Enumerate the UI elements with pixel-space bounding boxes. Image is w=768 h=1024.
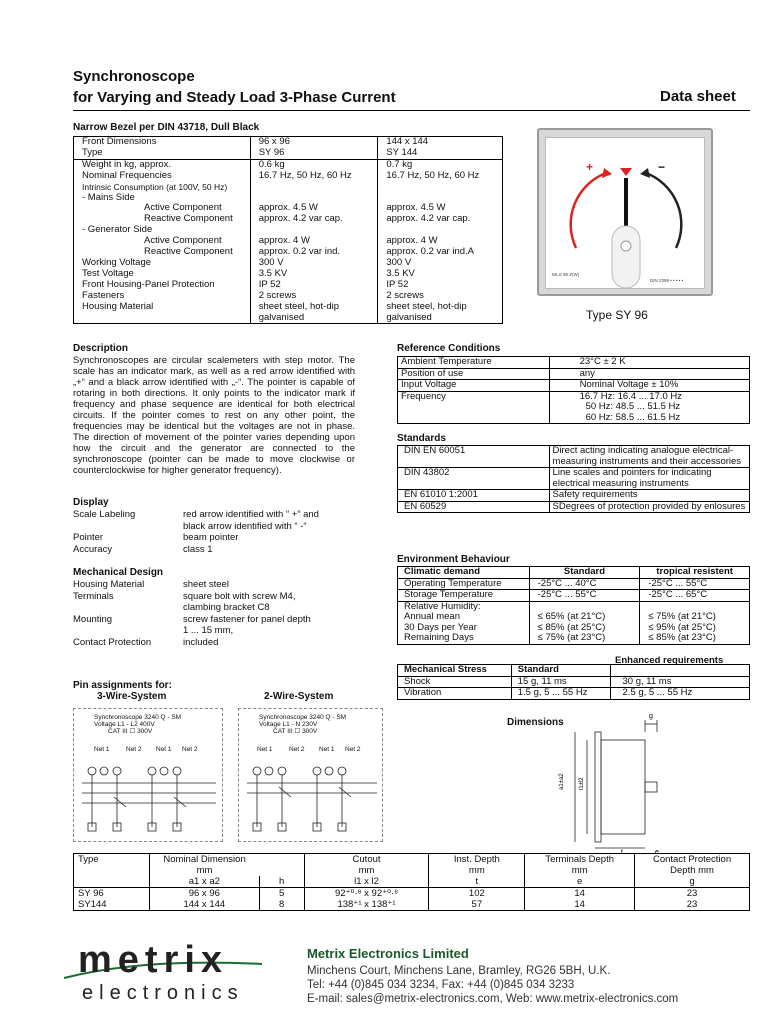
spec-table-wrap	[73, 136, 503, 324]
environment-header-row	[398, 567, 750, 579]
kv-row	[73, 579, 355, 591]
dim-e-label: e	[655, 849, 659, 855]
spec-cell: sheet steel, hot-dip	[250, 302, 378, 313]
kv-key: Housing Material	[73, 579, 145, 590]
header-rule	[73, 110, 750, 111]
reference-cell: Position of use	[398, 368, 550, 380]
mech-cell: 1.5 g, 5 ... 55 Hz	[511, 688, 610, 700]
bottom-header-cell: Contact Protection	[635, 854, 750, 866]
kv-row	[73, 625, 355, 637]
standards-row-cell: DIN EN 60051	[398, 446, 550, 468]
kv-key: Contact Protection	[73, 636, 152, 648]
spec-table	[73, 136, 503, 324]
environment-row	[398, 578, 750, 590]
d2-line2: Voltage L1 - N 230V	[259, 721, 318, 728]
bottom-header-cell: Inst. Depth	[429, 854, 525, 866]
bottom-cell: 23	[635, 899, 750, 911]
environment-cell: ≤ 85% (at 23°C)	[640, 633, 750, 644]
d2-schematic	[239, 709, 384, 843]
company-phone: Tel: +44 (0)845 034 3234, Fax: +44 (0)845 034 3233	[307, 979, 575, 991]
environment-row	[398, 612, 750, 623]
spec-cell: sheet steel, hot-dip	[386, 300, 467, 312]
spec-row	[74, 258, 503, 269]
mech-stress-table-wrap	[397, 664, 750, 700]
mech-cell: 2.5 g, 5 ... 55 Hz	[610, 688, 749, 700]
metrix-logo	[62, 938, 302, 1008]
reference-heading: Reference Conditions	[397, 343, 501, 354]
d2-line1: Synchronoscope 3240 Q - SM	[259, 714, 347, 721]
spec-cell: Front Housing-Panel Protection	[74, 280, 251, 291]
company-address: Minchens Court, Minchens Lane, Bramley, RG26 5BH, U.K.	[307, 965, 611, 977]
environment-heading: Environment Behaviour	[397, 554, 510, 565]
kv-value: black arrow identified with “ -“	[183, 520, 307, 532]
d1-schematic	[74, 709, 224, 843]
spec-cell: Reactive Component	[74, 247, 251, 258]
bottom-cell: SY 96	[78, 888, 104, 899]
kv-key: Accuracy	[73, 543, 113, 555]
environment-cell: Storage Temperature	[398, 590, 530, 602]
bottom-header-cell: e	[525, 876, 635, 888]
bottom-header-cell: l1 x l2	[304, 876, 429, 888]
bottom-header-cell: mm	[525, 865, 635, 876]
bottom-header-cell: Type	[78, 854, 99, 865]
d1-line2: Voltage L1 - L2 400V	[94, 721, 155, 728]
standards-heading: Standards	[397, 433, 446, 444]
kv-value: 1 ... 15 mm,	[183, 625, 234, 636]
spec-cell: IP 52	[386, 278, 409, 290]
d2-net4: Net 2	[345, 746, 361, 753]
spec-cell: Active Component	[74, 236, 251, 247]
reference-row	[398, 413, 750, 424]
kv-row	[73, 521, 355, 533]
spec-subtitle: Narrow Bezel per DIN 43718, Dull Black	[73, 122, 260, 133]
kv-value: clambing bracket C8	[183, 602, 270, 613]
kv-row	[73, 614, 355, 626]
reference-row	[398, 402, 750, 413]
kv-value: red arrow identified with “ +“ and	[183, 509, 319, 520]
bottom-header-cell	[74, 865, 150, 876]
dim-a1-label: a1±a2	[559, 773, 565, 790]
environment-cell: Annual mean	[398, 612, 530, 623]
reference-cell: Ambient Temperature	[398, 357, 550, 369]
standards-table-wrap	[397, 445, 750, 513]
spec-head-cell: SY 96	[250, 148, 378, 159]
scale-label-right: DIN 2399 • • • • •	[650, 278, 684, 283]
spec-head-cell: 96 x 96	[250, 137, 378, 148]
pins-two-wire-label: 2-Wire-System	[264, 691, 334, 702]
reference-cell: 23°C ± 2 K	[549, 357, 749, 369]
kv-row	[73, 602, 355, 614]
spec-cell: 0.6 kg	[250, 159, 378, 170]
spec-cell: 300 V	[386, 256, 412, 268]
spec-cell: Reactive Component	[74, 214, 251, 225]
bottom-cell: 57	[429, 899, 525, 911]
spec-row	[74, 302, 503, 313]
spec-cell: Test Voltage	[74, 269, 251, 280]
bottom-header-cell: t	[429, 876, 525, 888]
bottom-header-cell: mm	[149, 865, 259, 876]
spec-cell: IP 52	[250, 280, 378, 291]
spec-cell: 0.7 kg	[386, 158, 413, 170]
reference-row	[398, 357, 750, 369]
environment-cell: Remaining Days	[398, 633, 530, 644]
wiring-diagram-2-wire	[238, 708, 383, 842]
environment-cell: -25°C ... 55°C	[640, 578, 750, 590]
spec-cell: approx. 4 W	[386, 235, 438, 247]
reference-row	[398, 380, 750, 392]
spec-row	[74, 182, 503, 193]
spec-row	[74, 171, 503, 182]
environment-table	[397, 566, 750, 645]
display-heading: Display	[73, 497, 109, 508]
reference-cell: 60 Hz: 58.5 ... 61.5 Hz	[549, 413, 749, 424]
standards-row-cell: EN 61010 1:2001	[398, 490, 550, 502]
bottom-header-cell: Terminals Depth	[525, 854, 635, 866]
standards-row	[398, 501, 750, 513]
mech-row	[398, 688, 750, 700]
bottom-header-cell	[74, 876, 150, 888]
standards-row-cell: EN 60529	[398, 501, 550, 513]
dim-t-label: t	[621, 849, 623, 855]
environment-cell: Relative Humidity:	[398, 601, 530, 612]
standards-row	[398, 468, 750, 490]
bottom-header-row	[74, 854, 750, 866]
bottom-cell: 23	[635, 888, 750, 900]
standards-row-cell: DIN 43802	[398, 468, 550, 490]
standards-row	[398, 490, 750, 502]
mechanical-heading: Mechanical Design	[73, 567, 164, 578]
company-contact: E-mail: sales@metrix-electronics.com, Web: www.metrix-electronics.com	[307, 993, 679, 1005]
bottom-header-cell: mm	[304, 865, 429, 876]
meter-face	[545, 137, 705, 289]
environment-cell: ≤ 95% (at 25°C)	[640, 623, 750, 634]
kv-key: Mounting	[73, 613, 113, 625]
d2-line3: CAT III ☐ 300V	[273, 728, 318, 735]
dimensions-heading: Dimensions	[507, 717, 564, 728]
kv-value: square bolt with screw M4,	[183, 590, 296, 602]
spec-cell: approx. 4.5 W	[250, 203, 378, 214]
d1-line3: CAT III ☐ 300V	[108, 728, 153, 735]
bottom-header-cell	[259, 865, 304, 876]
dim-l1-label: l1±l2	[579, 777, 585, 790]
title-line-1: Synchronoscope	[73, 68, 195, 85]
pins-three-wire-label: 3-Wire-System	[97, 691, 167, 702]
spec-cell	[250, 182, 378, 193]
bottom-header-cell: g	[635, 876, 750, 888]
standards-row-cell: SDegrees of protection provided by enlosures	[549, 501, 749, 513]
spec-cell: 3.5 KV	[386, 267, 415, 279]
spec-cell: 16.7 Hz, 50 Hz, 60 Hz	[250, 171, 378, 182]
spec-head-cell: Type	[74, 148, 251, 159]
logo-electronics: electronics	[82, 982, 244, 1004]
environment-row	[398, 590, 750, 602]
spec-cell: 2 screws	[250, 291, 378, 302]
spec-cell: galvanised	[386, 311, 432, 323]
wiring-diagram-3-wire	[73, 708, 223, 842]
company-name: Metrix Electronics Limited	[307, 946, 469, 961]
bottom-cell: 144 x 144	[149, 899, 259, 911]
spec-head-cell: SY 144	[378, 148, 503, 159]
pins-heading: Pin assignments for:	[73, 680, 172, 691]
bottom-cell: 138⁺¹ x 138⁺¹	[304, 899, 429, 911]
dimension-table	[73, 853, 750, 911]
spec-cell: galvanised	[250, 313, 378, 324]
dim-g-label: g	[649, 713, 653, 720]
spec-cell: 2 screws	[386, 289, 424, 301]
kv-key: Scale Labeling	[73, 509, 136, 520]
spec-cell: approx. 0.2 var ind.	[250, 247, 378, 258]
reference-cell: 16.7 Hz: 16.4 ... 17.0 Hz	[549, 391, 749, 402]
environment-cell: 30 Days per Year	[398, 623, 530, 634]
dimensions-drawing	[555, 710, 735, 855]
spec-head-cell: Front Dimensions	[74, 137, 251, 148]
environment-cell: -25°C ... 40°C	[529, 578, 640, 590]
product-photo	[537, 128, 713, 300]
spec-head-row	[74, 148, 503, 159]
bottom-cell: 14	[525, 888, 635, 900]
reference-row	[398, 391, 750, 402]
kv-value: sheet steel	[183, 579, 229, 590]
kv-row	[73, 544, 355, 556]
spec-row	[74, 159, 503, 170]
d1-net4: Net 2	[182, 746, 198, 753]
mech-cell: 15 g, 11 ms	[511, 676, 610, 688]
spec-cell: 3.5 KV	[250, 269, 378, 280]
d1-line1: Synchronoscope 3240 Q - SM	[94, 714, 182, 721]
enhanced-requirements-label: Enhanced requirements	[615, 655, 724, 666]
spec-cell	[378, 182, 503, 193]
bottom-cell: 5	[259, 888, 304, 900]
bottom-cell: 8	[259, 899, 304, 911]
standards-row-cell: Direct acting indicating analogue electrical-measuring instruments and their accessories	[549, 446, 749, 468]
reference-cell	[398, 413, 550, 424]
mech-header-row	[398, 665, 750, 677]
environment-row	[398, 633, 750, 644]
d2-net3: Net 1	[319, 746, 335, 753]
standards-row-cell: Line scales and pointers for indicating electrical measuring instruments	[549, 468, 749, 490]
reference-table-wrap	[397, 356, 750, 424]
environment-cell: ≤ 85% (at 25°C)	[529, 623, 640, 634]
bottom-header-cell: h	[259, 876, 304, 888]
photo-caption: Type SY 96	[586, 308, 648, 322]
mech-cell: Shock	[398, 676, 512, 688]
standards-row	[398, 446, 750, 468]
spec-cell: - Generator Side	[74, 225, 251, 236]
kv-value: screw fastener for panel depth	[183, 613, 311, 625]
kv-value: beam pointer	[183, 532, 239, 543]
bottom-header-row	[74, 876, 750, 888]
bottom-header-cell: Nominal Dimension	[149, 854, 259, 866]
spec-cell: approx. 0.2 var ind.A	[386, 246, 475, 258]
kv-row	[73, 509, 355, 521]
plus-mark: +	[586, 160, 594, 174]
description-heading: Description	[73, 343, 129, 354]
kv-key: Pointer	[73, 532, 104, 543]
environment-header-cell: Climatic demand	[398, 567, 530, 579]
spec-cell: - Mains Side	[74, 193, 251, 204]
spec-cell	[74, 313, 251, 324]
d2-net1: Net 1	[257, 746, 273, 753]
spec-row	[74, 291, 503, 302]
environment-cell: ≤ 75% (at 21°C)	[640, 612, 750, 623]
reference-table	[397, 356, 750, 424]
bottom-cell: 102	[429, 888, 525, 900]
bottom-cell: 96 x 96	[149, 888, 259, 900]
mechanical-list	[73, 579, 355, 648]
description-text: Synchronoscopes are circular scalemeters with step motor. The scale has an indicator mark, as well as a red arrow identified with „+“ and a black arrow identified with „-“. The pointer is capable of rotaring in both directions. It only points to the indicator mark if frequency and phase sequence are identical for both electrical circuits. If the pointer comes to rest on any other point, the frequencies may be identical but the voltages are not in phase. The direction of movement of the pointer varies depending upon how the circuit and the generator are connected to the synchronoscope (pointer can be made to move clockwise or counterclockwise for higher generator frequency).	[73, 355, 355, 476]
spec-cell: approx. 4.5 W	[386, 202, 446, 214]
standards-table	[397, 445, 750, 513]
d1-net1: Net 1	[94, 746, 110, 753]
bottom-table-wrap	[73, 853, 750, 911]
logo-metrix: metrix	[78, 939, 229, 981]
display-list	[73, 509, 355, 555]
spec-cell: Working Voltage	[74, 258, 251, 269]
minus-mark: −	[658, 160, 666, 174]
mech-header-cell	[610, 665, 749, 677]
doc-type-label: Data sheet	[660, 88, 736, 105]
environment-cell: -25°C ... 65°C	[640, 590, 750, 602]
bottom-row	[74, 899, 750, 911]
d1-net3: Net 1	[156, 746, 172, 753]
environment-table-wrap	[397, 566, 750, 645]
spec-cell: 16.7 Hz, 50 Hz, 60 Hz	[386, 169, 480, 181]
kv-key: Terminals	[73, 590, 114, 602]
spec-cell: approx. 4.2 var cap.	[250, 214, 378, 225]
spec-cell: approx. 4.2 var cap.	[386, 213, 471, 225]
kv-value: class 1	[183, 543, 213, 555]
mechanical-stress-table	[397, 664, 750, 700]
environment-cell: Operating Temperature	[398, 578, 530, 590]
d2-net2: Net 2	[289, 746, 305, 753]
kv-row	[73, 532, 355, 544]
reference-cell: Input Voltage	[398, 380, 550, 392]
mech-cell: Vibration	[398, 688, 512, 700]
kv-row	[73, 637, 355, 649]
bottom-header-cell: Depth mm	[635, 865, 750, 876]
spec-cell: Fasteners	[74, 291, 251, 302]
spec-cell: approx. 4 W	[250, 236, 378, 247]
reference-row	[398, 368, 750, 380]
kv-row	[73, 591, 355, 603]
meter-dial	[546, 138, 706, 290]
spec-head-row	[74, 137, 503, 148]
environment-cell: ≤ 75% (at 23°C)	[529, 633, 640, 644]
mech-row	[398, 676, 750, 688]
standards-row-cell: Safety requirements	[549, 490, 749, 502]
mech-header-cell: Standard	[511, 665, 610, 677]
bottom-cell: SY144	[78, 899, 107, 910]
bottom-header-cell: Cutout	[304, 854, 429, 866]
kv-value: included	[183, 636, 219, 648]
reference-cell: any	[549, 368, 749, 380]
bottom-row	[74, 888, 750, 900]
spec-cell: Nominal Frequencies	[74, 171, 251, 182]
environment-header-cell: Standard	[529, 567, 640, 579]
d1-net2: Net 2	[126, 746, 142, 753]
environment-header-cell: tropical resistent	[640, 567, 750, 579]
mech-header-cell: Mechanical Stress	[398, 665, 512, 677]
spec-cell: Intrinsic Consumption (at 100V, 50 Hz)	[74, 182, 251, 193]
reference-cell	[398, 402, 550, 413]
bottom-header-cell: mm	[429, 865, 525, 876]
reference-cell: 50 Hz: 48.5 ... 51.5 Hz	[549, 402, 749, 413]
spec-cell: Housing Material	[74, 302, 251, 313]
spec-cell: Active Component	[74, 203, 251, 214]
title-line-2: for Varying and Steady Load 3-Phase Current	[73, 89, 396, 106]
environment-cell: ≤ 65% (at 21°C)	[529, 612, 640, 623]
description-text-block	[73, 355, 355, 476]
reference-cell: Nominal Voltage ± 10%	[549, 380, 749, 392]
bottom-cell: 14	[525, 899, 635, 911]
spec-cell: Weight in kg, approx.	[74, 159, 251, 170]
bottom-cell: 92⁺⁰·⁸ x 92⁺⁰·⁸	[304, 888, 429, 900]
spec-row	[74, 313, 503, 324]
bottom-header-cell: a1 x a2	[149, 876, 259, 888]
spec-cell: 300 V	[250, 258, 378, 269]
mech-cell: 30 g, 11 ms	[610, 676, 749, 688]
environment-cell: -25°C ... 55°C	[529, 590, 640, 602]
scale-label-left: WLS 96 Z(W)	[552, 272, 580, 277]
bottom-header-cell	[259, 854, 304, 866]
spec-head-cell: 144 x 144	[386, 136, 429, 147]
reference-cell: Frequency	[398, 391, 550, 402]
bottom-header-row	[74, 865, 750, 876]
